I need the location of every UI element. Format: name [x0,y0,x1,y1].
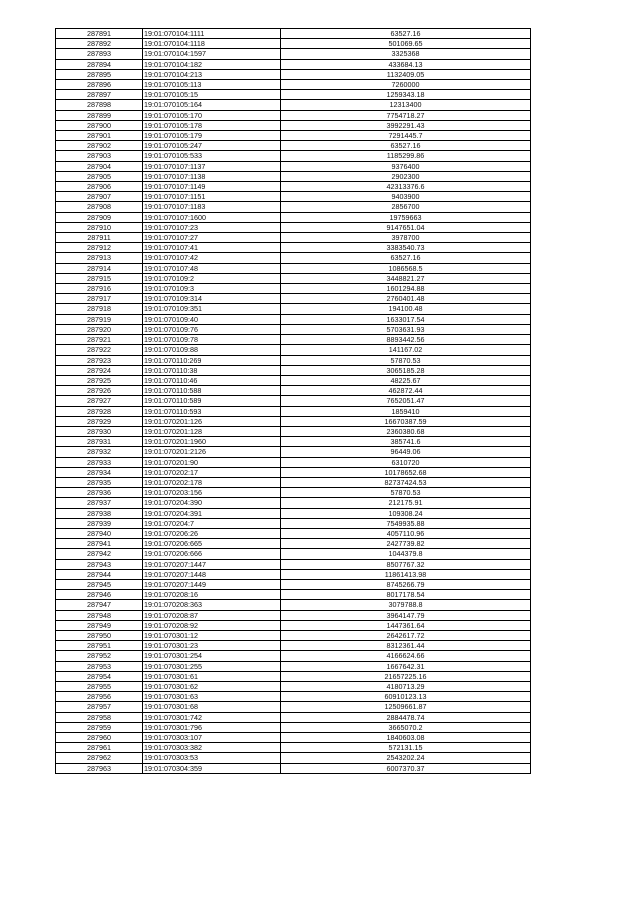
row-id-cell: 287893 [56,49,143,59]
value-cell: 7652051.47 [281,396,531,406]
table-row [56,477,531,487]
cadastral-number-cell: 19:01:070301:23 [143,641,281,651]
row-id-cell: 287922 [56,345,143,355]
value-cell: 109308.24 [281,508,531,518]
value-cell: 3448821.27 [281,273,531,283]
row-id-cell: 287892 [56,39,143,49]
table-row [56,365,531,375]
row-id-cell: 287944 [56,569,143,579]
row-id-cell: 287908 [56,202,143,212]
row-id-cell: 287961 [56,743,143,753]
cadastral-number-cell: 19:01:070303:53 [143,753,281,763]
value-cell: 2902300 [281,171,531,181]
row-id-cell: 287945 [56,579,143,589]
value-cell: 2760401.48 [281,294,531,304]
table-row [56,396,531,406]
cadastral-number-cell: 19:01:070105:113 [143,80,281,90]
table-row [56,569,531,579]
cadastral-number-cell: 19:01:070301:63 [143,692,281,702]
table-row [56,120,531,130]
cadastral-number-cell: 19:01:070109:3 [143,284,281,294]
value-cell: 11861413.98 [281,569,531,579]
row-id-cell: 287897 [56,90,143,100]
value-cell: 21657225.16 [281,671,531,681]
value-cell: 8312361.44 [281,641,531,651]
table-row [56,579,531,589]
cadastral-number-cell: 19:01:070303:107 [143,733,281,743]
row-id-cell: 287928 [56,406,143,416]
cadastral-number-cell: 19:01:070104:182 [143,59,281,69]
value-cell: 12313400 [281,100,531,110]
data-table [55,28,531,774]
table-row [56,375,531,385]
table-row [56,151,531,161]
table-row [56,447,531,457]
table-row [56,263,531,273]
value-cell: 5703631.93 [281,324,531,334]
table-row [56,212,531,222]
value-cell: 3325368 [281,49,531,59]
cadastral-number-cell: 19:01:070110:593 [143,406,281,416]
row-id-cell: 287952 [56,651,143,661]
cadastral-number-cell: 19:01:070109:314 [143,294,281,304]
row-id-cell: 287939 [56,518,143,528]
cadastral-number-cell: 19:01:070110:588 [143,386,281,396]
value-cell: 9403900 [281,192,531,202]
row-id-cell: 287931 [56,437,143,447]
table-row [56,651,531,661]
cadastral-number-cell: 19:01:070206:666 [143,549,281,559]
row-id-cell: 287943 [56,559,143,569]
cadastral-number-cell: 19:01:070204:7 [143,518,281,528]
value-cell: 2360380.68 [281,426,531,436]
cadastral-number-cell: 19:01:070206:665 [143,539,281,549]
row-id-cell: 287919 [56,314,143,324]
value-cell: 7754718.27 [281,110,531,120]
value-cell: 4166624.66 [281,651,531,661]
value-cell: 3383540.73 [281,243,531,253]
row-id-cell: 287942 [56,549,143,559]
value-cell: 1859410 [281,406,531,416]
cadastral-number-cell: 19:01:070201:2126 [143,447,281,457]
table-row [56,100,531,110]
cadastral-number-cell: 19:01:070107:1183 [143,202,281,212]
cadastral-number-cell: 19:01:070202:17 [143,467,281,477]
row-id-cell: 287929 [56,416,143,426]
row-id-cell: 287955 [56,682,143,692]
value-cell: 7291445.7 [281,131,531,141]
cadastral-number-cell: 19:01:070301:62 [143,682,281,692]
value-cell: 2427739.82 [281,539,531,549]
cadastral-number-cell: 19:01:070201:1960 [143,437,281,447]
cadastral-number-cell: 19:01:070105:164 [143,100,281,110]
cadastral-number-cell: 19:01:070201:126 [143,416,281,426]
value-cell: 501069.65 [281,39,531,49]
cadastral-number-cell: 19:01:070201:90 [143,457,281,467]
table-row [56,171,531,181]
row-id-cell: 287903 [56,151,143,161]
value-cell: 3964147.79 [281,610,531,620]
row-id-cell: 287905 [56,171,143,181]
value-cell: 57870.53 [281,488,531,498]
cadastral-number-cell: 19:01:070110:589 [143,396,281,406]
row-id-cell: 287921 [56,335,143,345]
row-id-cell: 287934 [56,467,143,477]
table-row [56,314,531,324]
cadastral-number-cell: 19:01:070109:78 [143,335,281,345]
row-id-cell: 287941 [56,539,143,549]
cadastral-number-cell: 19:01:070105:247 [143,141,281,151]
row-id-cell: 287911 [56,233,143,243]
value-cell: 1633017.54 [281,314,531,324]
cadastral-number-cell: 19:01:070105:15 [143,90,281,100]
cadastral-number-cell: 19:01:070110:269 [143,355,281,365]
table-row [56,233,531,243]
value-cell: 141167.02 [281,345,531,355]
row-id-cell: 287926 [56,386,143,396]
row-id-cell: 287937 [56,498,143,508]
cadastral-number-cell: 19:01:070104:1111 [143,29,281,39]
value-cell: 3978700 [281,233,531,243]
value-cell: 6310720 [281,457,531,467]
cadastral-number-cell: 19:01:070107:1149 [143,182,281,192]
cadastral-number-cell: 19:01:070301:61 [143,671,281,681]
row-id-cell: 287920 [56,324,143,334]
row-id-cell: 287914 [56,263,143,273]
table-row [56,345,531,355]
row-id-cell: 287947 [56,600,143,610]
value-cell: 9376400 [281,161,531,171]
cadastral-number-cell: 19:01:070208:363 [143,600,281,610]
cadastral-number-cell: 19:01:070107:27 [143,233,281,243]
value-cell: 63527.16 [281,141,531,151]
table-row [56,539,531,549]
value-cell: 7260000 [281,80,531,90]
value-cell: 3665070.2 [281,722,531,732]
table-row [56,386,531,396]
value-cell: 572131.15 [281,743,531,753]
value-cell: 63527.16 [281,29,531,39]
cadastral-number-cell: 19:01:070105:170 [143,110,281,120]
cadastral-number-cell: 19:01:070301:68 [143,702,281,712]
value-cell: 7549935.88 [281,518,531,528]
table-row [56,610,531,620]
row-id-cell: 287927 [56,396,143,406]
value-cell: 3992291.43 [281,120,531,130]
table-row [56,753,531,763]
cadastral-number-cell: 19:01:070301:12 [143,630,281,640]
table-row [56,253,531,263]
cadastral-number-cell: 19:01:070107:1137 [143,161,281,171]
row-id-cell: 287963 [56,763,143,773]
table-row [56,29,531,39]
row-id-cell: 287902 [56,141,143,151]
table-row [56,498,531,508]
row-id-cell: 287909 [56,212,143,222]
cadastral-number-cell: 19:01:070301:254 [143,651,281,661]
cadastral-number-cell: 19:01:070107:42 [143,253,281,263]
value-cell: 8893442.56 [281,335,531,345]
cadastral-number-cell: 19:01:070204:390 [143,498,281,508]
value-cell: 194100.48 [281,304,531,314]
value-cell: 433684.13 [281,59,531,69]
row-id-cell: 287916 [56,284,143,294]
table-row [56,743,531,753]
cadastral-number-cell: 19:01:070107:23 [143,222,281,232]
table-row [56,488,531,498]
value-cell: 1259343.18 [281,90,531,100]
value-cell: 1601294.88 [281,284,531,294]
value-cell: 12509661.87 [281,702,531,712]
value-cell: 63527.16 [281,253,531,263]
table-row [56,508,531,518]
cadastral-number-cell: 19:01:070201:128 [143,426,281,436]
table-row [56,671,531,681]
cadastral-number-cell: 19:01:070109:76 [143,324,281,334]
cadastral-number-cell: 19:01:070107:48 [143,263,281,273]
row-id-cell: 287924 [56,365,143,375]
value-cell: 1447361.64 [281,620,531,630]
table-row [56,620,531,630]
value-cell: 82737424.53 [281,477,531,487]
row-id-cell: 287918 [56,304,143,314]
row-id-cell: 287910 [56,222,143,232]
row-id-cell: 287899 [56,110,143,120]
table-row [56,324,531,334]
cadastral-number-cell: 19:01:070104:1597 [143,49,281,59]
table-row [56,682,531,692]
table-row [56,549,531,559]
cadastral-number-cell: 19:01:070107:1600 [143,212,281,222]
row-id-cell: 287912 [56,243,143,253]
value-cell: 10178652.68 [281,467,531,477]
cadastral-number-cell: 19:01:070110:46 [143,375,281,385]
row-id-cell: 287901 [56,131,143,141]
cadastral-number-cell: 19:01:070107:1151 [143,192,281,202]
value-cell: 9147651.04 [281,222,531,232]
table-row [56,712,531,722]
cadastral-number-cell: 19:01:070105:533 [143,151,281,161]
table-row [56,406,531,416]
row-id-cell: 287957 [56,702,143,712]
cadastral-number-cell: 19:01:070208:16 [143,590,281,600]
table-row [56,763,531,773]
cadastral-number-cell: 19:01:070301:255 [143,661,281,671]
table-row [56,284,531,294]
row-id-cell: 287894 [56,59,143,69]
table-row [56,161,531,171]
value-cell: 19759663 [281,212,531,222]
row-id-cell: 287935 [56,477,143,487]
table-row [56,273,531,283]
value-cell: 57870.53 [281,355,531,365]
value-cell: 96449.06 [281,447,531,457]
value-cell: 8745266.79 [281,579,531,589]
table-row [56,80,531,90]
row-id-cell: 287895 [56,69,143,79]
table-row [56,59,531,69]
row-id-cell: 287932 [56,447,143,457]
value-cell: 1044379.8 [281,549,531,559]
table-row [56,518,531,528]
cadastral-number-cell: 19:01:070105:178 [143,120,281,130]
value-cell: 6007370.37 [281,763,531,773]
table-row [56,702,531,712]
table-row [56,192,531,202]
table-row [56,467,531,477]
table-row [56,69,531,79]
value-cell: 8507767.32 [281,559,531,569]
row-id-cell: 287936 [56,488,143,498]
cadastral-number-cell: 19:01:070207:1448 [143,569,281,579]
table-row [56,182,531,192]
row-id-cell: 287938 [56,508,143,518]
table-row [56,202,531,212]
value-cell: 2856700 [281,202,531,212]
table-row [56,355,531,365]
row-id-cell: 287933 [56,457,143,467]
row-id-cell: 287962 [56,753,143,763]
table-row [56,733,531,743]
value-cell: 3079788.8 [281,600,531,610]
value-cell: 1132409.05 [281,69,531,79]
table-row [56,600,531,610]
row-id-cell: 287907 [56,192,143,202]
cadastral-number-cell: 19:01:070202:178 [143,477,281,487]
value-cell: 16670387.59 [281,416,531,426]
row-id-cell: 287958 [56,712,143,722]
row-id-cell: 287904 [56,161,143,171]
value-cell: 8017178.54 [281,590,531,600]
table-row [56,304,531,314]
value-cell: 60910123.13 [281,692,531,702]
table-row [56,692,531,702]
row-id-cell: 287940 [56,528,143,538]
value-cell: 2884478.74 [281,712,531,722]
row-id-cell: 287948 [56,610,143,620]
value-cell: 1667642.31 [281,661,531,671]
value-cell: 2543202.24 [281,753,531,763]
table-row [56,661,531,671]
value-cell: 212175.91 [281,498,531,508]
row-id-cell: 287925 [56,375,143,385]
table-row [56,222,531,232]
table-row [56,630,531,640]
table-row [56,141,531,151]
value-cell: 48225.67 [281,375,531,385]
table-row [56,49,531,59]
row-id-cell: 287906 [56,182,143,192]
cadastral-number-cell: 19:01:070110:38 [143,365,281,375]
table-row [56,722,531,732]
cadastral-number-cell: 19:01:070107:41 [143,243,281,253]
value-cell: 462872.44 [281,386,531,396]
value-cell: 1840603.08 [281,733,531,743]
cadastral-number-cell: 19:01:070109:88 [143,345,281,355]
cadastral-number-cell: 19:01:070105:179 [143,131,281,141]
table-row [56,457,531,467]
row-id-cell: 287915 [56,273,143,283]
value-cell: 3065185.28 [281,365,531,375]
table-body [56,29,531,774]
row-id-cell: 287930 [56,426,143,436]
table-row [56,426,531,436]
table-row [56,416,531,426]
row-id-cell: 287891 [56,29,143,39]
table-row [56,559,531,569]
table-row [56,590,531,600]
table-row [56,90,531,100]
row-id-cell: 287954 [56,671,143,681]
row-id-cell: 287956 [56,692,143,702]
cadastral-number-cell: 19:01:070109:2 [143,273,281,283]
row-id-cell: 287959 [56,722,143,732]
table-row [56,39,531,49]
row-id-cell: 287960 [56,733,143,743]
table-row [56,110,531,120]
value-cell: 42313376.6 [281,182,531,192]
cadastral-number-cell: 19:01:070104:1118 [143,39,281,49]
cadastral-number-cell: 19:01:070207:1449 [143,579,281,589]
cadastral-number-cell: 19:01:070109:351 [143,304,281,314]
row-id-cell: 287946 [56,590,143,600]
row-id-cell: 287949 [56,620,143,630]
table-row [56,641,531,651]
table-row [56,294,531,304]
table-row [56,335,531,345]
row-id-cell: 287950 [56,630,143,640]
cadastral-number-cell: 19:01:070301:742 [143,712,281,722]
row-id-cell: 287898 [56,100,143,110]
value-cell: 4057110.96 [281,528,531,538]
cadastral-number-cell: 19:01:070204:391 [143,508,281,518]
row-id-cell: 287896 [56,80,143,90]
cadastral-number-cell: 19:01:070301:796 [143,722,281,732]
table-row [56,528,531,538]
value-cell: 1185299.86 [281,151,531,161]
table-row [56,437,531,447]
row-id-cell: 287923 [56,355,143,365]
row-id-cell: 287951 [56,641,143,651]
value-cell: 385741.6 [281,437,531,447]
cadastral-number-cell: 19:01:070203:156 [143,488,281,498]
row-id-cell: 287913 [56,253,143,263]
value-cell: 1086568.5 [281,263,531,273]
cadastral-number-cell: 19:01:070206:26 [143,528,281,538]
row-id-cell: 287900 [56,120,143,130]
cadastral-number-cell: 19:01:070207:1447 [143,559,281,569]
cadastral-number-cell: 19:01:070208:87 [143,610,281,620]
table-row [56,243,531,253]
row-id-cell: 287917 [56,294,143,304]
cadastral-number-cell: 19:01:070104:213 [143,69,281,79]
value-cell: 2642617.72 [281,630,531,640]
row-id-cell: 287953 [56,661,143,671]
value-cell: 4180713.29 [281,682,531,692]
cadastral-number-cell: 19:01:070304:359 [143,763,281,773]
cadastral-number-cell: 19:01:070303:382 [143,743,281,753]
table-row [56,131,531,141]
cadastral-number-cell: 19:01:070107:1138 [143,171,281,181]
cadastral-number-cell: 19:01:070208:92 [143,620,281,630]
cadastral-number-cell: 19:01:070109:40 [143,314,281,324]
